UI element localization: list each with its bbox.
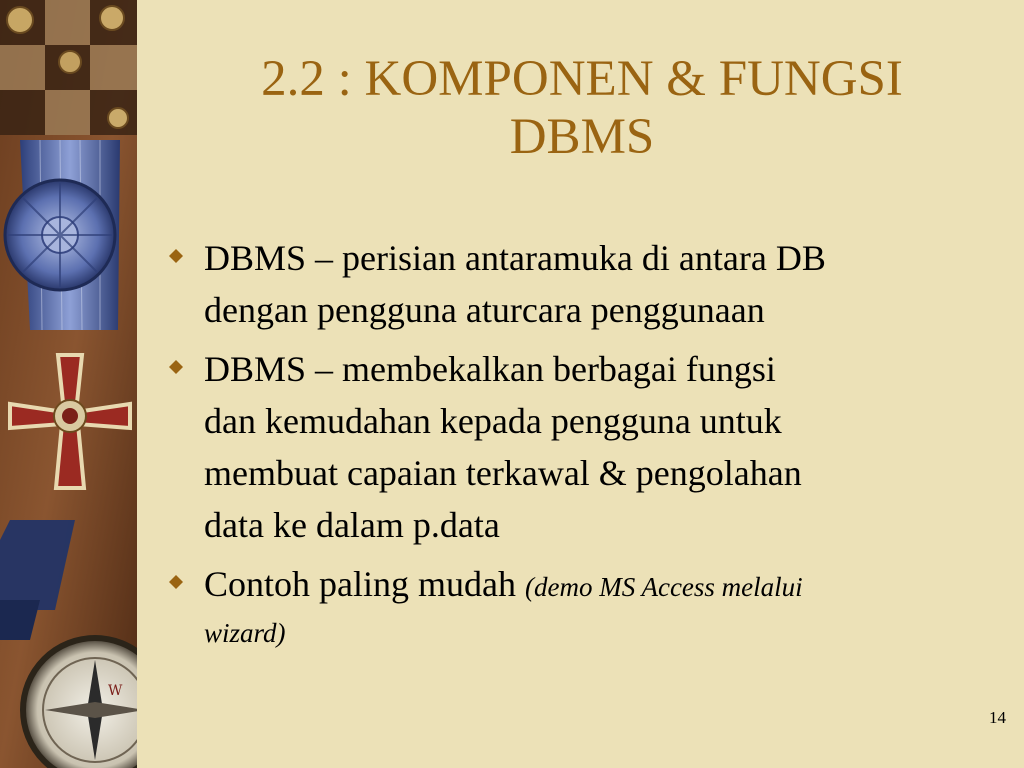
title-line-1: 2.2 : KOMPONEN & FUNGSI — [261, 51, 903, 107]
bullet-2-line-4: data ke dalam p.data — [204, 505, 500, 545]
decorative-side-image — [0, 0, 137, 768]
bullet-3-text: Contoh paling mudah — [204, 564, 516, 604]
diamond-bullet-icon — [169, 575, 183, 589]
bullet-2-line-1: DBMS – membekalkan berbagai fungsi — [204, 349, 776, 389]
bullet-3-note-continued: wizard) — [204, 618, 286, 648]
diamond-bullet-icon — [169, 360, 183, 374]
bullet-list — [163, 232, 1008, 660]
bullet-item-2 — [163, 343, 1008, 551]
bullet-3-note: (demo MS Access melalui — [524, 572, 803, 602]
bullet-item-1 — [163, 232, 1008, 336]
bullet-2-line-3: membuat capaian terkawal & pengolahan — [204, 453, 802, 493]
diamond-bullet-icon — [169, 249, 183, 263]
bullet-1-line-1: DBMS – perisian antaramuka di antara DB — [204, 238, 826, 278]
bullet-1-line-2: dengan pengguna aturcara penggunaan — [204, 290, 765, 330]
title-line-2: DBMS — [509, 109, 655, 165]
svg-text:W: W — [108, 683, 123, 699]
bullet-item-3 — [163, 558, 1008, 653]
bullet-2-line-2: dan kemudahan kepada pengguna untuk — [204, 401, 782, 441]
slide-title — [150, 50, 1014, 166]
page-number: 14 — [989, 708, 1006, 727]
